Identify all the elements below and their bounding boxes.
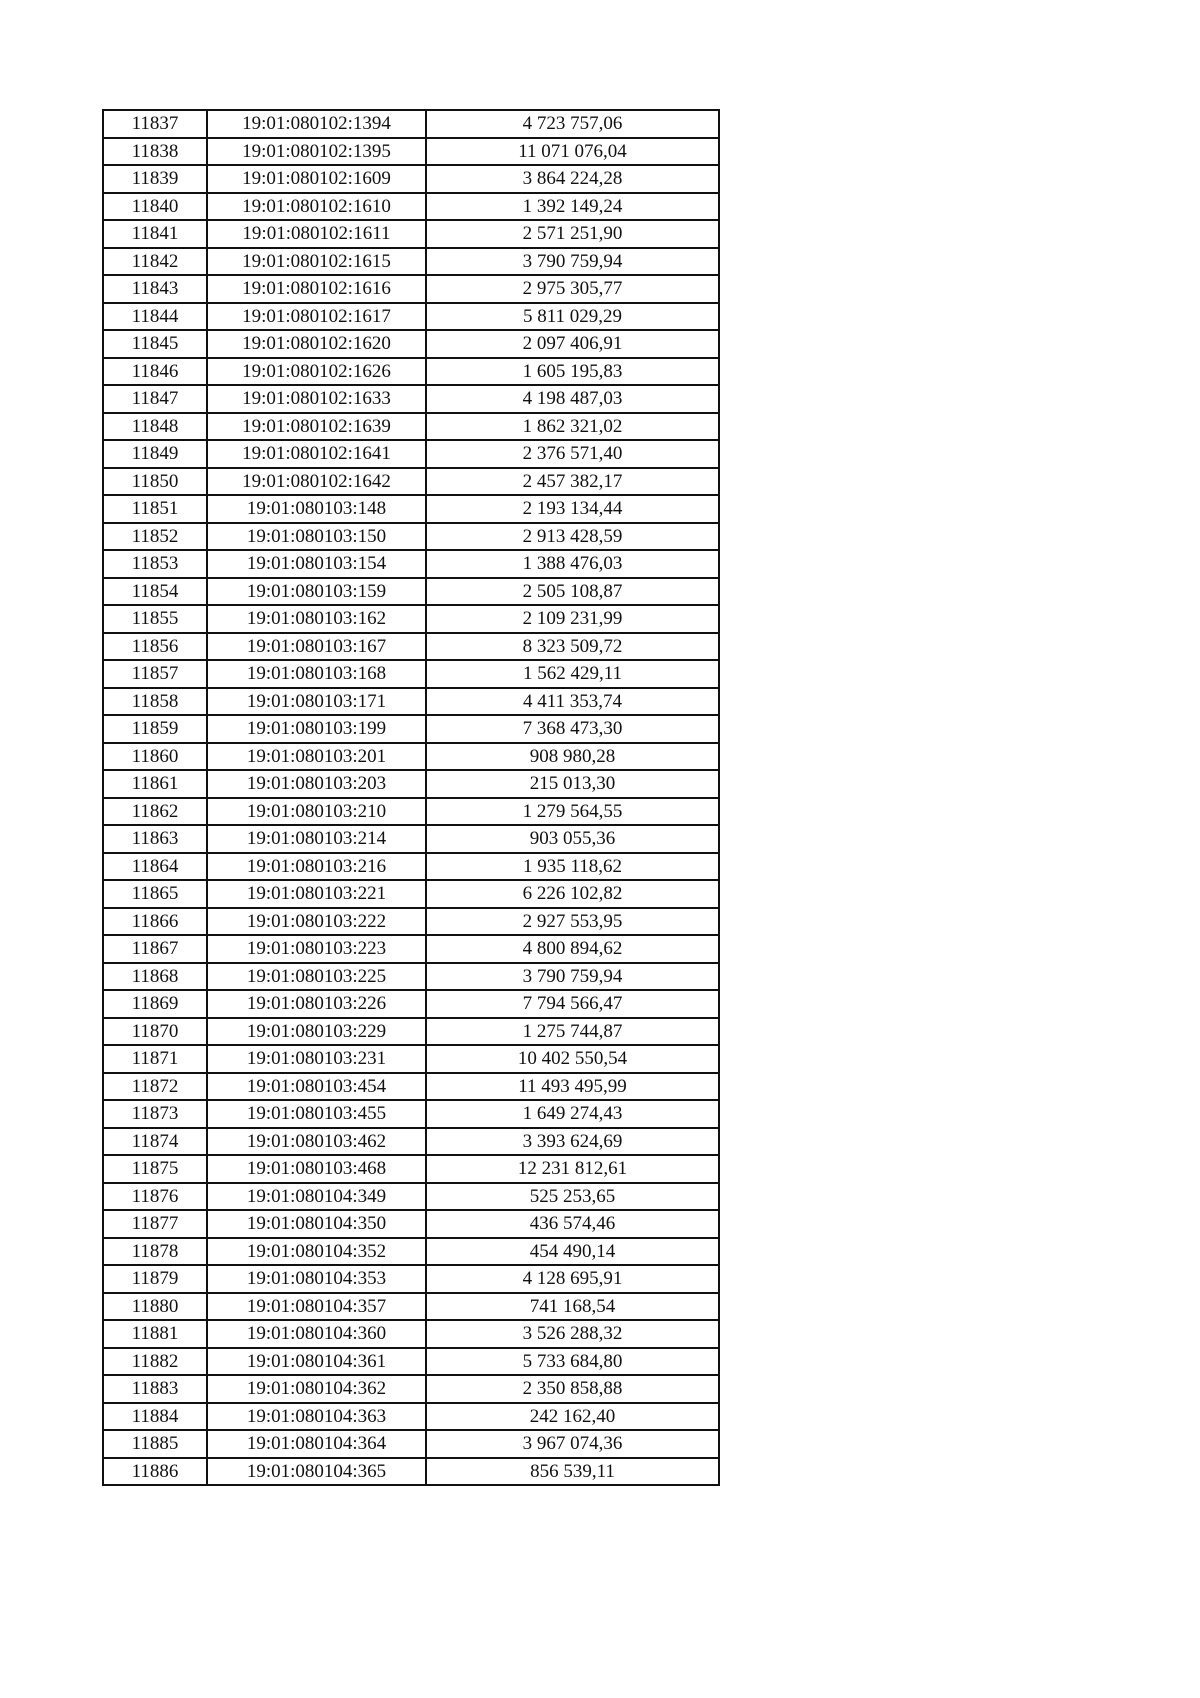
row-number-cell: 11865	[103, 880, 207, 908]
table-row	[103, 1155, 719, 1183]
row-number-cell: 11855	[103, 605, 207, 633]
cadastral-number-cell: 19:01:080103:150	[207, 523, 426, 551]
cadastral-number-cell: 19:01:080104:362	[207, 1375, 426, 1403]
table-row	[103, 1018, 719, 1046]
cadastral-value-cell: 741 168,54	[426, 1293, 719, 1321]
row-number-cell: 11847	[103, 385, 207, 413]
row-number-cell: 11864	[103, 853, 207, 881]
cadastral-number-cell: 19:01:080102:1642	[207, 468, 426, 496]
row-number-cell: 11880	[103, 1293, 207, 1321]
table-row	[103, 715, 719, 743]
cadastral-number-cell: 19:01:080102:1394	[207, 110, 426, 138]
cadastral-value-cell: 11 071 076,04	[426, 138, 719, 166]
row-number-cell: 11874	[103, 1128, 207, 1156]
row-number-cell: 11861	[103, 770, 207, 798]
table-row	[103, 853, 719, 881]
cadastral-number-cell: 19:01:080103:222	[207, 908, 426, 936]
cadastral-number-cell: 19:01:080103:462	[207, 1128, 426, 1156]
row-number-cell: 11844	[103, 303, 207, 331]
cadastral-value-cell: 3 864 224,28	[426, 165, 719, 193]
row-number-cell: 11877	[103, 1210, 207, 1238]
cadastral-number-cell: 19:01:080102:1633	[207, 385, 426, 413]
row-number-cell: 11873	[103, 1100, 207, 1128]
table-row	[103, 1320, 719, 1348]
cadastral-value-cell: 2 913 428,59	[426, 523, 719, 551]
row-number-cell: 11881	[103, 1320, 207, 1348]
cadastral-value-cell: 4 128 695,91	[426, 1265, 719, 1293]
cadastral-value-cell: 1 279 564,55	[426, 798, 719, 826]
row-number-cell: 11840	[103, 193, 207, 221]
table-row	[103, 935, 719, 963]
cadastral-value-cell: 2 376 571,40	[426, 440, 719, 468]
table-row	[103, 1403, 719, 1431]
cadastral-value-cell: 903 055,36	[426, 825, 719, 853]
table-row	[103, 468, 719, 496]
row-number-cell: 11849	[103, 440, 207, 468]
cadastral-number-cell: 19:01:080104:363	[207, 1403, 426, 1431]
cadastral-value-cell: 11 493 495,99	[426, 1073, 719, 1101]
table-row	[103, 660, 719, 688]
cadastral-number-cell: 19:01:080103:167	[207, 633, 426, 661]
row-number-cell: 11848	[103, 413, 207, 441]
cadastral-value-cell: 1 275 744,87	[426, 1018, 719, 1046]
cadastral-number-cell: 19:01:080102:1620	[207, 330, 426, 358]
table-row	[103, 743, 719, 771]
cadastral-value-cell: 2 109 231,99	[426, 605, 719, 633]
table-row	[103, 110, 719, 138]
table-row	[103, 358, 719, 386]
cadastral-number-cell: 19:01:080103:210	[207, 798, 426, 826]
cadastral-value-cell: 436 574,46	[426, 1210, 719, 1238]
cadastral-value-cell: 2 927 553,95	[426, 908, 719, 936]
cadastral-number-cell: 19:01:080103:223	[207, 935, 426, 963]
row-number-cell: 11871	[103, 1045, 207, 1073]
table-row	[103, 1430, 719, 1458]
cadastral-number-cell: 19:01:080104:357	[207, 1293, 426, 1321]
row-number-cell: 11857	[103, 660, 207, 688]
row-number-cell: 11846	[103, 358, 207, 386]
cadastral-value-cell: 454 490,14	[426, 1238, 719, 1266]
table-row	[103, 1128, 719, 1156]
cadastral-value-cell: 6 226 102,82	[426, 880, 719, 908]
cadastral-value-cell: 2 457 382,17	[426, 468, 719, 496]
row-number-cell: 11882	[103, 1348, 207, 1376]
row-number-cell: 11862	[103, 798, 207, 826]
table-row	[103, 963, 719, 991]
cadastral-number-cell: 19:01:080104:350	[207, 1210, 426, 1238]
cadastral-value-cell: 1 605 195,83	[426, 358, 719, 386]
row-number-cell: 11883	[103, 1375, 207, 1403]
table-row	[103, 275, 719, 303]
cadastral-value-cell: 2 097 406,91	[426, 330, 719, 358]
row-number-cell: 11878	[103, 1238, 207, 1266]
cadastral-number-cell: 19:01:080102:1641	[207, 440, 426, 468]
cadastral-number-cell: 19:01:080103:225	[207, 963, 426, 991]
cadastral-value-cell: 4 800 894,62	[426, 935, 719, 963]
cadastral-value-cell: 7 794 566,47	[426, 990, 719, 1018]
row-number-cell: 11872	[103, 1073, 207, 1101]
cadastral-value-cell: 215 013,30	[426, 770, 719, 798]
row-number-cell: 11868	[103, 963, 207, 991]
cadastral-value-cell: 8 323 509,72	[426, 633, 719, 661]
cadastral-number-cell: 19:01:080103:162	[207, 605, 426, 633]
cadastral-number-cell: 19:01:080102:1610	[207, 193, 426, 221]
table-row	[103, 578, 719, 606]
table-row	[103, 1375, 719, 1403]
cadastral-value-cell: 1 392 149,24	[426, 193, 719, 221]
row-number-cell: 11886	[103, 1458, 207, 1486]
cadastral-value-cell: 2 505 108,87	[426, 578, 719, 606]
cadastral-value-cell: 3 526 288,32	[426, 1320, 719, 1348]
cadastral-number-cell: 19:01:080104:349	[207, 1183, 426, 1211]
row-number-cell: 11845	[103, 330, 207, 358]
table-row	[103, 1458, 719, 1486]
row-number-cell: 11853	[103, 550, 207, 578]
row-number-cell: 11842	[103, 248, 207, 276]
cadastral-value-table	[102, 109, 720, 1486]
cadastral-number-cell: 19:01:080102:1609	[207, 165, 426, 193]
cadastral-value-cell: 3 790 759,94	[426, 963, 719, 991]
row-number-cell: 11841	[103, 220, 207, 248]
cadastral-number-cell: 19:01:080103:229	[207, 1018, 426, 1046]
row-number-cell: 11859	[103, 715, 207, 743]
cadastral-value-cell: 10 402 550,54	[426, 1045, 719, 1073]
cadastral-value-cell: 242 162,40	[426, 1403, 719, 1431]
row-number-cell: 11867	[103, 935, 207, 963]
row-number-cell: 11879	[103, 1265, 207, 1293]
cadastral-number-cell: 19:01:080103:201	[207, 743, 426, 771]
row-number-cell: 11884	[103, 1403, 207, 1431]
row-number-cell: 11838	[103, 138, 207, 166]
table-row	[103, 688, 719, 716]
row-number-cell: 11843	[103, 275, 207, 303]
row-number-cell: 11851	[103, 495, 207, 523]
cadastral-number-cell: 19:01:080103:148	[207, 495, 426, 523]
cadastral-value-cell: 1 388 476,03	[426, 550, 719, 578]
cadastral-number-cell: 19:01:080103:455	[207, 1100, 426, 1128]
cadastral-value-cell: 3 967 074,36	[426, 1430, 719, 1458]
table-row	[103, 248, 719, 276]
table-row	[103, 303, 719, 331]
cadastral-value-cell: 4 411 353,74	[426, 688, 719, 716]
cadastral-number-cell: 19:01:080102:1639	[207, 413, 426, 441]
cadastral-number-cell: 19:01:080102:1626	[207, 358, 426, 386]
table-row	[103, 1100, 719, 1128]
table-row	[103, 1045, 719, 1073]
cadastral-value-cell: 2 193 134,44	[426, 495, 719, 523]
row-number-cell: 11876	[103, 1183, 207, 1211]
row-number-cell: 11852	[103, 523, 207, 551]
cadastral-number-cell: 19:01:080103:171	[207, 688, 426, 716]
row-number-cell: 11858	[103, 688, 207, 716]
table-row	[103, 165, 719, 193]
table-row	[103, 440, 719, 468]
cadastral-number-cell: 19:01:080102:1616	[207, 275, 426, 303]
table-row	[103, 495, 719, 523]
table-row	[103, 413, 719, 441]
table-row	[103, 385, 719, 413]
cadastral-number-cell: 19:01:080102:1611	[207, 220, 426, 248]
table-row	[103, 1265, 719, 1293]
cadastral-value-cell: 5 811 029,29	[426, 303, 719, 331]
table-row	[103, 138, 719, 166]
cadastral-value-cell: 856 539,11	[426, 1458, 719, 1486]
table-row	[103, 798, 719, 826]
cadastral-value-cell: 2 975 305,77	[426, 275, 719, 303]
table-row	[103, 330, 719, 358]
cadastral-number-cell: 19:01:080103:199	[207, 715, 426, 743]
cadastral-value-cell: 525 253,65	[426, 1183, 719, 1211]
table-row	[103, 1348, 719, 1376]
table-row	[103, 1183, 719, 1211]
table-row	[103, 990, 719, 1018]
table-row	[103, 825, 719, 853]
table-row	[103, 1293, 719, 1321]
cadastral-value-cell: 7 368 473,30	[426, 715, 719, 743]
table-row	[103, 908, 719, 936]
cadastral-number-cell: 19:01:080103:154	[207, 550, 426, 578]
table-row	[103, 1238, 719, 1266]
table-row	[103, 193, 719, 221]
row-number-cell: 11866	[103, 908, 207, 936]
row-number-cell: 11869	[103, 990, 207, 1018]
cadastral-number-cell: 19:01:080103:203	[207, 770, 426, 798]
row-number-cell: 11860	[103, 743, 207, 771]
cadastral-value-cell: 908 980,28	[426, 743, 719, 771]
cadastral-number-cell: 19:01:080103:468	[207, 1155, 426, 1183]
cadastral-number-cell: 19:01:080104:361	[207, 1348, 426, 1376]
row-number-cell: 11885	[103, 1430, 207, 1458]
cadastral-value-cell: 1 562 429,11	[426, 660, 719, 688]
row-number-cell: 11850	[103, 468, 207, 496]
table-row	[103, 880, 719, 908]
cadastral-value-cell: 5 733 684,80	[426, 1348, 719, 1376]
cadastral-number-cell: 19:01:080103:454	[207, 1073, 426, 1101]
cadastral-number-cell: 19:01:080103:159	[207, 578, 426, 606]
cadastral-number-cell: 19:01:080104:365	[207, 1458, 426, 1486]
row-number-cell: 11856	[103, 633, 207, 661]
cadastral-value-cell: 1 935 118,62	[426, 853, 719, 881]
cadastral-value-cell: 2 350 858,88	[426, 1375, 719, 1403]
cadastral-value-cell: 1 862 321,02	[426, 413, 719, 441]
table-row	[103, 550, 719, 578]
cadastral-number-cell: 19:01:080103:214	[207, 825, 426, 853]
cadastral-number-cell: 19:01:080103:221	[207, 880, 426, 908]
row-number-cell: 11854	[103, 578, 207, 606]
cadastral-number-cell: 19:01:080104:360	[207, 1320, 426, 1348]
cadastral-value-cell: 1 649 274,43	[426, 1100, 719, 1128]
cadastral-number-cell: 19:01:080102:1615	[207, 248, 426, 276]
cadastral-number-cell: 19:01:080103:231	[207, 1045, 426, 1073]
cadastral-value-cell: 3 393 624,69	[426, 1128, 719, 1156]
table-row	[103, 1073, 719, 1101]
cadastral-value-cell: 4 723 757,06	[426, 110, 719, 138]
cadastral-number-cell: 19:01:080103:216	[207, 853, 426, 881]
table-row	[103, 633, 719, 661]
table-row	[103, 605, 719, 633]
cadastral-number-cell: 19:01:080104:352	[207, 1238, 426, 1266]
row-number-cell: 11870	[103, 1018, 207, 1046]
cadastral-value-cell: 2 571 251,90	[426, 220, 719, 248]
row-number-cell: 11863	[103, 825, 207, 853]
cadastral-value-cell: 3 790 759,94	[426, 248, 719, 276]
table-row	[103, 1210, 719, 1238]
cadastral-number-cell: 19:01:080104:353	[207, 1265, 426, 1293]
cadastral-number-cell: 19:01:080103:168	[207, 660, 426, 688]
cadastral-number-cell: 19:01:080103:226	[207, 990, 426, 1018]
cadastral-number-cell: 19:01:080104:364	[207, 1430, 426, 1458]
table-row	[103, 770, 719, 798]
cadastral-value-cell: 4 198 487,03	[426, 385, 719, 413]
table-body	[103, 110, 719, 1485]
table-row	[103, 523, 719, 551]
row-number-cell: 11837	[103, 110, 207, 138]
cadastral-number-cell: 19:01:080102:1617	[207, 303, 426, 331]
table-row	[103, 220, 719, 248]
row-number-cell: 11839	[103, 165, 207, 193]
row-number-cell: 11875	[103, 1155, 207, 1183]
cadastral-number-cell: 19:01:080102:1395	[207, 138, 426, 166]
cadastral-value-cell: 12 231 812,61	[426, 1155, 719, 1183]
